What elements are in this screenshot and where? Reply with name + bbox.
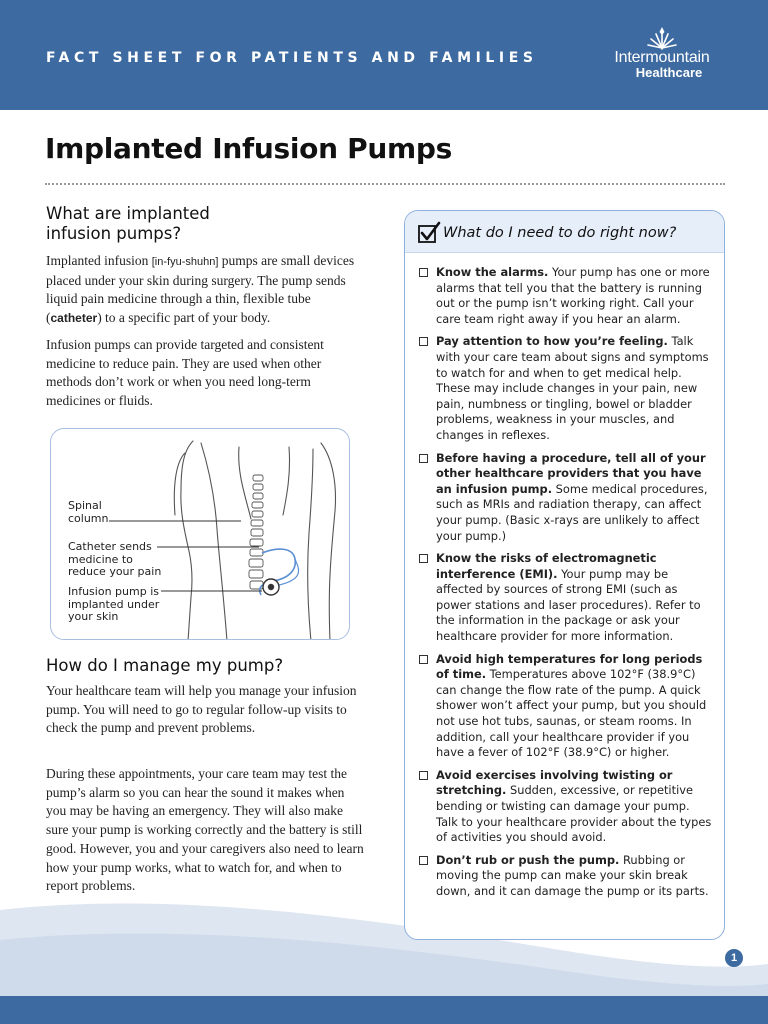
checkbox-icon <box>419 655 428 664</box>
pronunciation: [in-fyu-shuhn] <box>151 256 219 268</box>
label-spinal-column <box>68 500 109 525</box>
item-text: Some medical procedures, such as MRIs and radiation therapy, can affect your pump. (Basic x-rays are unlikely to affect your pump.) <box>436 481 708 543</box>
label-pump-line-3: your skin <box>68 610 119 623</box>
item-text: Sudden, excessive, or repetitive bending or twisting can damage your pump. Talk to your healthcare provider about the types of activities you should avoid. <box>436 783 712 845</box>
intro-text-c: ) to a specific part of your body. <box>97 310 271 326</box>
item-text: Rubbing or moving the pump can make your skin break down, and it can damage the pump or its parts. <box>436 852 709 898</box>
checkbox-icon <box>419 856 428 865</box>
item-heading: Avoid exercises involving twisting or stretching. <box>436 767 673 798</box>
intro-text-a: Implanted infusion <box>46 253 152 268</box>
label-spinal-line-2: column <box>68 511 109 525</box>
item-heading: Don’t rub or push the pump. <box>436 852 620 867</box>
heading-line-2: infusion pumps? <box>46 224 182 243</box>
header-title: FACT SHEET FOR PATIENTS AND FAMILIES <box>46 50 538 66</box>
intro-paragraph <box>46 252 368 328</box>
page-title: Implanted Infusion Pumps <box>45 132 453 165</box>
label-catheter <box>68 541 161 579</box>
checklist-item-emi <box>419 551 715 645</box>
header-banner <box>0 0 768 110</box>
checkbox-icon <box>419 771 428 780</box>
label-pump-line-1: Infusion pump is <box>68 585 159 598</box>
checklist-header <box>405 211 724 253</box>
item-heading: Before having a procedure, tell all of your other healthcare providers that you have an infusion pump. <box>436 450 706 496</box>
label-spinal-line-1: Spinal <box>68 499 102 512</box>
action-checklist-box <box>404 210 725 940</box>
section-heading-what-are <box>46 204 210 244</box>
checkbox-icon <box>419 554 428 563</box>
intro-text-b: pumps are small devices placed under your skin during surgery. The pump sends liquid pain medicine through a thin, flexible tube ( <box>46 253 355 326</box>
checklist-item-procedure <box>419 451 715 545</box>
manage-paragraph: Your healthcare team will help you manage your infusion pump. You will need to go to regular follow-up visits to check the pump and prevent problems. <box>46 683 357 736</box>
checklist-item-exercise <box>419 768 715 846</box>
checklist-items <box>419 265 715 907</box>
label-catheter-line-1: Catheter sends <box>68 540 152 553</box>
logo-name: Intermountain <box>614 49 710 66</box>
appointments-paragraph: During these appointments, your care team may test the pump’s alarm so you can hear the sound it makes when you may be having an emergency. They will also make sure your pump is working correctly and the battery is still good. However, you and your caregivers also need to learn how your pump works, what to watch for, and when to report problems. <box>46 766 364 894</box>
heading-line-1: What are implanted <box>46 204 210 223</box>
checklist-item-alarms <box>419 265 715 327</box>
label-catheter-line-3: reduce your pain <box>68 565 162 578</box>
item-text: Talk with your care team about signs and symptoms to watch for and when to get medical help. These may include changes in your pain, new pain, numbness or tingling, bowel or bladder problems, weakness in your muscles, and changes in reflexes. <box>436 334 709 442</box>
label-infusion-pump <box>68 586 159 624</box>
checkbox-icon <box>419 454 428 463</box>
term-catheter: catheter <box>50 311 98 326</box>
checkmark-box-icon <box>417 221 441 245</box>
footer-bar <box>0 996 768 1024</box>
logo-subtitle: Healthcare <box>635 65 703 80</box>
label-catheter-line-2: medicine to <box>68 552 133 566</box>
item-heading: Know the alarms. <box>436 265 549 279</box>
checkbox-icon <box>419 337 428 346</box>
checkbox-icon <box>419 268 428 277</box>
logo-leaf-icon <box>644 26 680 50</box>
page-number-badge: 1 <box>725 949 743 967</box>
item-heading: Avoid high temperatures for long periods of time. <box>436 651 703 682</box>
checklist-title: What do I need to do right now? <box>443 225 677 241</box>
checklist-item-temperature <box>419 652 715 761</box>
item-text: Temperatures above 102°F (38.9°C) can change the flow rate of the pump. A quick shower won’t affect your pump, but you should not use hot tubs, saunas, or steam rooms. In addition, call your healthcare provider if you have a fever of 102°F (38.9°C) or higher. <box>436 667 707 760</box>
intermountain-logo <box>592 26 732 86</box>
item-heading: Know the risks of electromagnetic interference (EMI). <box>436 551 657 581</box>
purpose-paragraph: Infusion pumps can provide targeted and consistent medicine to reduce pain. They are used when other methods don’t work or when you need long-term medicines or fluids. <box>46 337 324 409</box>
item-text: Your pump may be affected by sources of strong EMI (such as power stations and laser procedures). Refer to the information in the package or ask your healthcare provider for more information. <box>436 566 701 644</box>
item-text: Your pump has one or more alarms that tell you that the battery is running out or the pump isn’t working right. Call your care team right away if you hear an alarm. <box>436 265 710 326</box>
title-divider <box>45 183 725 185</box>
label-pump-line-2: implanted under <box>68 597 160 611</box>
checklist-item-feeling <box>419 334 715 443</box>
checklist-item-rub <box>419 853 715 900</box>
anatomy-figure <box>50 428 350 640</box>
section-heading-manage: How do I manage my pump? <box>46 656 284 675</box>
item-heading: Pay attention to how you’re feeling. <box>436 334 668 349</box>
